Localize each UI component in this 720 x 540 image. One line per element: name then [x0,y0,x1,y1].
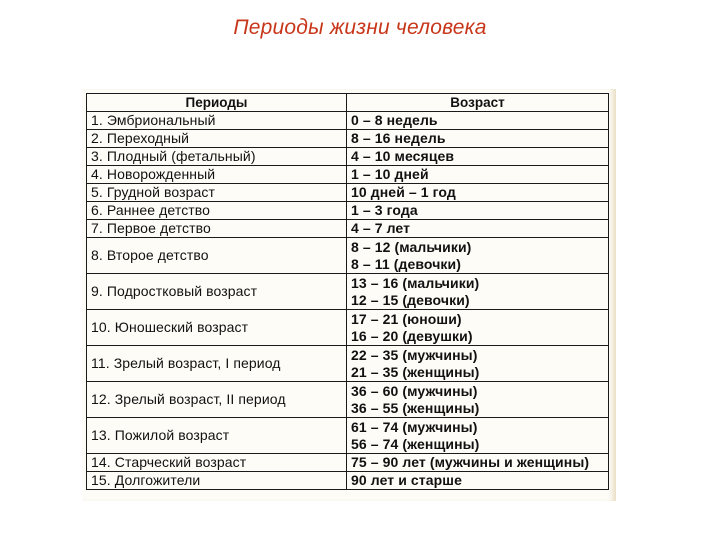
table-row [87,148,609,166]
age-cell [347,418,609,454]
period-cell: 1. Эмбриональный [87,112,347,130]
age-line: 12 – 15 (девочки) [351,291,470,308]
age-line: 56 – 74 (женщины) [351,435,480,452]
age-line: 8 – 12 (мальчики) [351,238,472,255]
age-cell [347,274,609,310]
age-line: 36 – 60 (мужчины) [351,382,478,399]
table-row [87,202,609,220]
table-row [87,274,609,310]
table-row [87,112,609,130]
table-header-row [87,94,609,112]
age-line: 0 – 8 недель [351,112,438,128]
age-line: 90 лет и старше [351,472,462,488]
age-line: 1 – 3 года [351,202,418,218]
age-cell [347,112,609,130]
table-body [87,112,609,490]
period-cell: 10. Юношеский возраст [87,310,347,346]
age-cell [347,166,609,184]
table-row [87,310,609,346]
age-line: 22 – 35 (мужчины) [351,346,478,363]
age-line: 75 – 90 лет (мужчины и женщины) [351,454,590,470]
period-cell: 6. Раннее детство [87,202,347,220]
table-row [87,130,609,148]
age-line: 21 – 35 (женщины) [351,363,480,380]
table-row [87,184,609,202]
period-cell: 13. Пожилой возраст [87,418,347,454]
column-header-age: Возраст [347,94,609,112]
table-row [87,382,609,418]
table-row [87,238,609,274]
table-row [87,166,609,184]
period-cell: 8. Второе детство [87,238,347,274]
age-cell [347,220,609,238]
period-cell: 9. Подростковый возраст [87,274,347,310]
life-periods-table [86,93,609,490]
age-line: 8 – 16 недель [351,130,446,146]
age-line: 17 – 21 (юноши) [351,310,462,327]
period-cell: 7. Первое детство [87,220,347,238]
period-cell: 14. Старческий возраст [87,454,347,472]
table-row [87,220,609,238]
age-line: 4 – 7 лет [351,220,411,236]
age-line: 36 – 55 (женщины) [351,399,480,416]
table-row [87,472,609,490]
age-cell [347,382,609,418]
age-line: 4 – 10 месяцев [351,148,455,164]
age-line: 13 – 16 (мальчики) [351,274,480,291]
period-cell: 11. Зрелый возраст, I период [87,346,347,382]
table-row [87,454,609,472]
slide-title: Периоды жизни человека [233,16,487,39]
column-header-periods: Периоды [87,94,347,112]
table-row [87,346,609,382]
age-line: 10 дней – 1 год [351,184,456,200]
age-cell [347,202,609,220]
period-cell: 3. Плодный (фетальный) [87,148,347,166]
age-cell [347,184,609,202]
period-cell: 4. Новорожденный [87,166,347,184]
period-cell: 2. Переходный [87,130,347,148]
age-cell [347,148,609,166]
age-line: 61 – 74 (мужчины) [351,418,478,435]
table-row [87,418,609,454]
age-cell [347,310,609,346]
age-cell [347,346,609,382]
age-cell [347,454,609,472]
age-cell [347,130,609,148]
age-cell [347,472,609,490]
period-cell: 12. Зрелый возраст, II период [87,382,347,418]
age-cell [347,238,609,274]
period-cell: 5. Грудной возраст [87,184,347,202]
age-line: 8 – 11 (девочки) [351,255,462,272]
age-line: 16 – 20 (девушки) [351,327,473,344]
period-cell: 15. Долгожители [87,472,347,490]
age-line: 1 – 10 дней [351,166,429,182]
